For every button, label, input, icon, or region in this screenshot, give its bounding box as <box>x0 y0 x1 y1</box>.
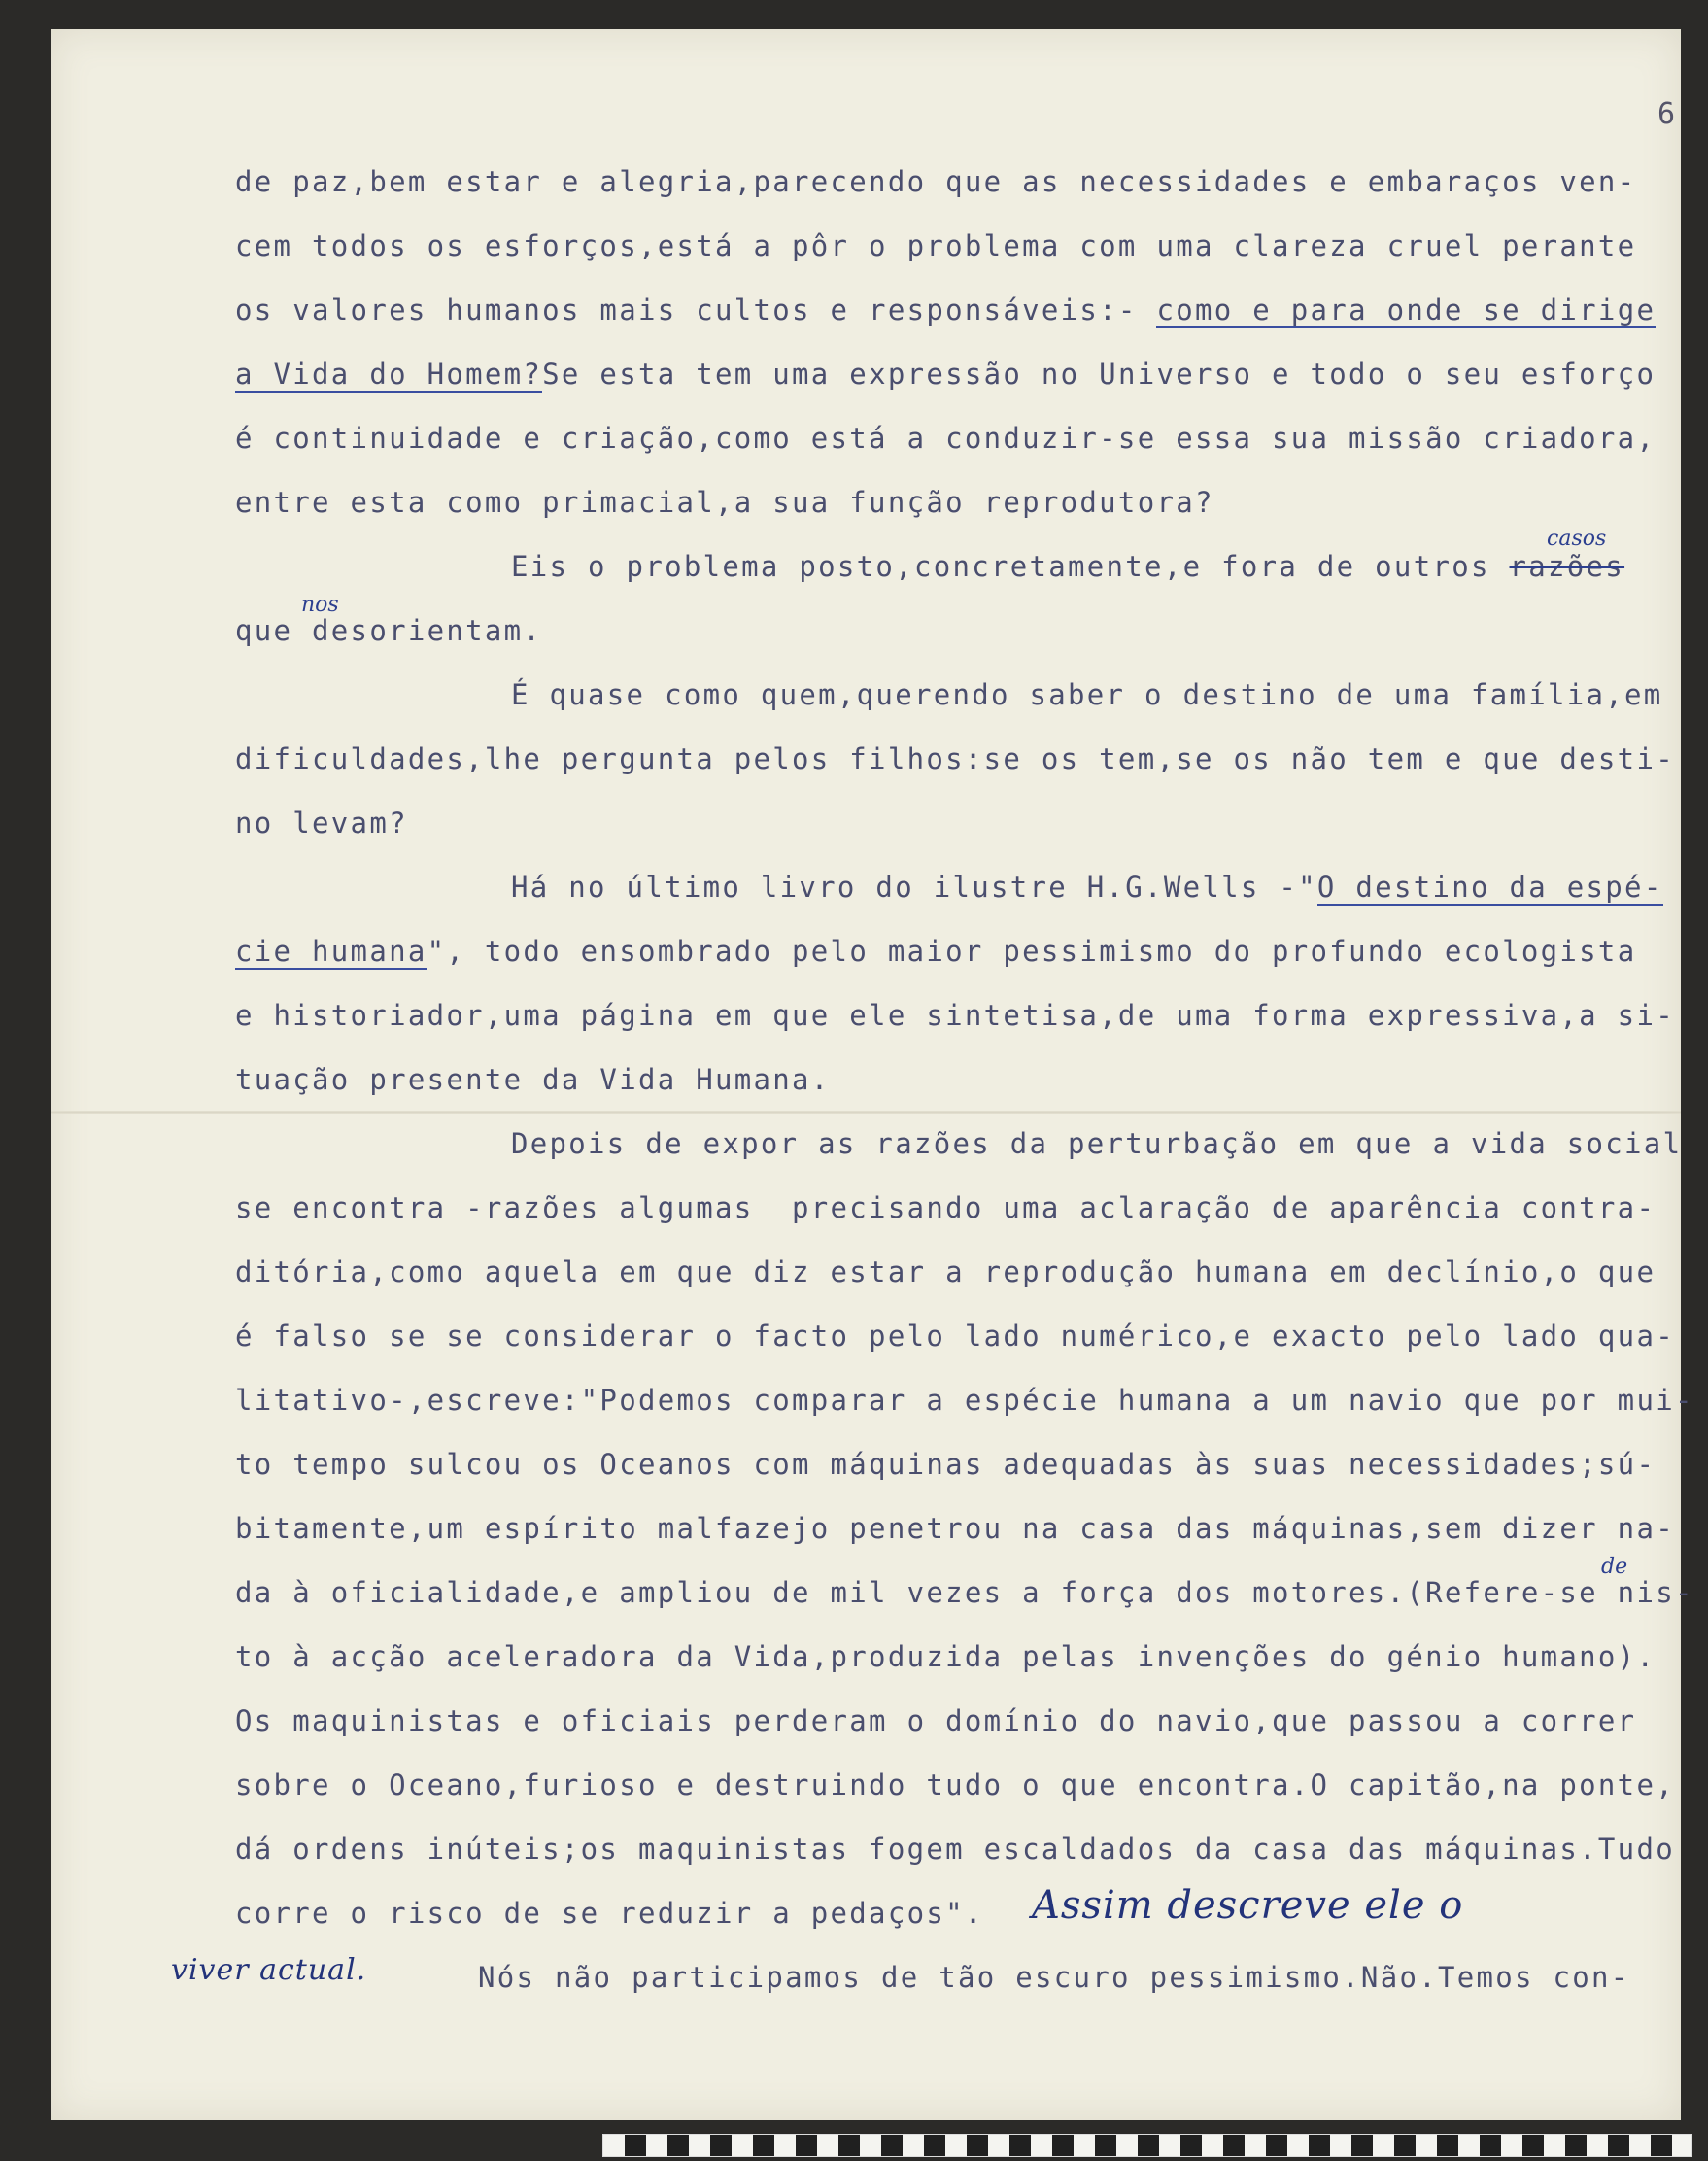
text-line: os valores humanos mais cultos e responsáveis:- como e para onde se dirige <box>235 293 1657 326</box>
text-line: tuação presente da Vida Humana. <box>235 1063 831 1096</box>
underlined-phrase: a Vida do Homem? <box>235 358 543 391</box>
text-line: cie humana", todo ensombrado pelo maior pessimismo do profundo ecologista <box>235 935 1637 968</box>
text-line: É quase como quem,querendo saber o destino de uma família,em <box>511 678 1663 711</box>
text-line: Eis o problema posto,concretamente,e fora de outros razões <box>511 550 1625 583</box>
handwritten-annotation: Assim descreve ele o <box>1032 1883 1464 1928</box>
text-line: Há no último livro do ilustre H.G.Wells -"O destino da espé- <box>511 871 1663 904</box>
text-line: dá ordens inúteis;os maquinistas fogem escaldados da casa das máquinas.Tudo <box>235 1833 1675 1866</box>
text-line: cem todos os esforços,está a pôr o problema com uma clareza cruel perante <box>235 229 1637 262</box>
text-line: de paz,bem estar e alegria,parecendo que as necessidades e embaraços ven- <box>235 165 1637 198</box>
text-line: Os maquinistas e oficiais perderam o domínio do navio,que passou a correr <box>235 1704 1637 1737</box>
text-line: entre esta como primacial,a sua função reprodutora? <box>235 486 1214 519</box>
struck-word: razões <box>1509 550 1625 583</box>
text-line: Depois de expor as razões da perturbação em que a vida social <box>511 1127 1683 1160</box>
text-line: é falso se se considerar o facto pelo lado numérico,e exacto pelo lado qua- <box>235 1320 1675 1353</box>
text-line: é continuidade e criação,como está a conduzir-se essa sua missão criadora, <box>235 422 1657 455</box>
document-page <box>51 29 1694 2120</box>
underlined-phrase: cie humana <box>235 935 427 968</box>
underlined-phrase: como e para onde se dirige <box>1156 293 1657 326</box>
text-line: se encontra -razões algumas precisando uma aclaração de aparência contra- <box>235 1191 1657 1224</box>
text-line: bitamente,um espírito malfazejo penetrou na casa das máquinas,sem dizer na- <box>235 1512 1675 1545</box>
scale-ruler <box>602 2134 1692 2157</box>
page-number: 6 <box>1657 97 1676 131</box>
text-line: da à oficialidade,e ampliou de mil vezes a força dos motores.(Refere-se nis- <box>235 1576 1694 1609</box>
text-line: to à acção aceleradora da Vida,produzida pelas invenções do génio humano). <box>235 1640 1657 1673</box>
text-line: ditória,como aquela em que diz estar a reprodução humana em declínio,o que <box>235 1255 1657 1288</box>
text-line: no levam? <box>235 806 408 840</box>
text-line: litativo-,escreve:"Podemos comparar a espécie humana a um navio que por mui- <box>235 1384 1694 1417</box>
text-line: corre o risco de se reduzir a pedaços". <box>235 1897 984 1930</box>
text-line: Nós não participamos de tão escuro pessimismo.Não.Temos con- <box>478 1961 1630 1994</box>
text-line: dificuldades,lhe pergunta pelos filhos:se os tem,se os não tem e que desti- <box>235 742 1675 775</box>
text-line: sobre o Oceano,furioso e destruindo tudo o que encontra.O capitão,na ponte, <box>235 1768 1675 1801</box>
handwritten-insertion: de <box>1601 1555 1628 1579</box>
handwritten-insertion: casos <box>1547 527 1607 551</box>
typewritten-text <box>51 29 1694 2120</box>
text-line: a Vida do Homem?Se esta tem uma expressão no Universo e todo o seu esforço <box>235 358 1657 391</box>
text-line: que desorientam. <box>235 614 543 647</box>
handwritten-annotation: viver actual. <box>171 1953 367 1987</box>
text-line: to tempo sulcou os Oceanos com máquinas adequadas às suas necessidades;sú- <box>235 1448 1657 1481</box>
text-line: e historiador,uma página em que ele sintetisa,de uma forma expressiva,a si- <box>235 999 1675 1032</box>
underlined-phrase: O destino da espé- <box>1316 871 1663 904</box>
handwritten-insertion: nos <box>301 593 339 617</box>
